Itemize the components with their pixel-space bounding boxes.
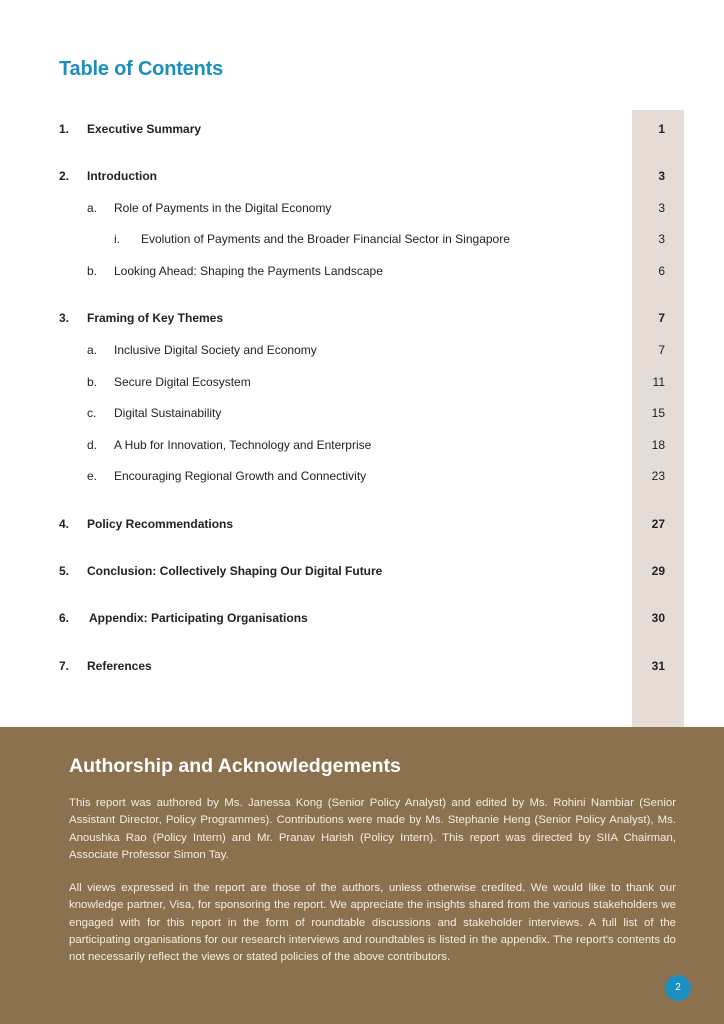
toc-entry-label: Digital Sustainability: [114, 406, 222, 420]
toc-entry-label: Introduction: [87, 169, 157, 183]
toc-entry[interactable]: [0, 198, 724, 218]
toc-entry[interactable]: [0, 403, 724, 423]
toc-entry-number: 7.: [59, 659, 70, 673]
toc-entry[interactable]: [0, 466, 724, 486]
toc-entry-label: Policy Recommendations: [87, 517, 234, 531]
toc-entry-number: b.: [87, 375, 98, 389]
toc-entry-label: Executive Summary: [87, 122, 202, 136]
toc-entry[interactable]: [0, 229, 724, 249]
toc-entry-label: A Hub for Innovation, Technology and Enterprise: [114, 438, 372, 452]
toc-entry-page: 7: [658, 343, 665, 357]
toc-entry-number: 1.: [59, 122, 70, 136]
toc-entry-page: 30: [651, 611, 665, 625]
toc-entry[interactable]: [0, 308, 724, 328]
toc-entry-page: 6: [658, 264, 665, 278]
toc-entry-number: a.: [87, 201, 98, 215]
toc-entry-number: c.: [87, 406, 97, 420]
toc-entry-label: Inclusive Digital Society and Economy: [114, 343, 317, 357]
toc-entry-page: 3: [658, 169, 665, 183]
toc-entry[interactable]: [0, 514, 724, 534]
toc-entry-number: e.: [87, 469, 98, 483]
toc-entry-label: Looking Ahead: Shaping the Payments Landscape: [114, 264, 383, 278]
toc-entry[interactable]: [0, 561, 724, 581]
toc-entry[interactable]: [0, 656, 724, 676]
toc-entry-page: 15: [651, 406, 665, 420]
toc-entry-page: 27: [651, 517, 665, 531]
toc-entry-label: Encouraging Regional Growth and Connectivity: [114, 469, 367, 483]
toc-entry-label: References: [87, 659, 152, 673]
toc-entry-number: i.: [114, 232, 120, 246]
toc-entry-page: 31: [651, 659, 665, 673]
toc-entry-number: b.: [87, 264, 98, 278]
toc-entry-number: d.: [87, 438, 98, 452]
toc-entry-number: a.: [87, 343, 98, 357]
toc-entry[interactable]: [0, 166, 724, 186]
toc-entry-page: 23: [651, 469, 665, 483]
toc-entry[interactable]: [0, 435, 724, 455]
toc-entry-number: 4.: [59, 517, 70, 531]
toc-entry-number: 2.: [59, 169, 70, 183]
toc-entry[interactable]: [0, 608, 724, 628]
toc-entry-number: 3.: [59, 311, 70, 325]
toc-entry[interactable]: [0, 261, 724, 281]
toc-entry-label: Conclusion: Collectively Shaping Our Digital Future: [87, 564, 383, 578]
toc-entry-page: 3: [658, 201, 665, 215]
acknowledgements-heading: Authorship and Acknowledgements: [69, 755, 401, 777]
toc-entry-label: Framing of Key Themes: [87, 311, 224, 325]
toc-entry-label: Secure Digital Ecosystem: [114, 375, 251, 389]
toc-entry-label: Role of Payments in the Digital Economy: [114, 201, 332, 215]
acknowledgements-paragraph: All views expressed in the report are those of the authors, unless otherwise credited. We would like to thank our knowledge partner, Visa, for sponsoring the report. We appreciate the insights shared from the various stakeholders we engaged with for this report in the form of roundtable discussions and stakeholder interviews. A full list of the participating organisations for our research interviews and roundtables is listed in the appendix. The report's contents do not necessarily reflect the views or stated policies of the above contributors.: [69, 882, 676, 964]
page-number-badge: 2: [665, 975, 691, 1001]
toc-entry-page: 11: [652, 375, 665, 389]
toc-entry[interactable]: [0, 119, 724, 139]
toc-entry-number: 6.: [59, 611, 70, 625]
acknowledgements-paragraph: This report was authored by Ms. Janessa Kong (Senior Policy Analyst) and edited by Ms. Rohini Nambiar (Senior Assistant Director, Policy Programmes). Contributions were made by Ms. Stephanie Heng (Senior Policy Analyst), Ms. Anoushka Rao (Policy Intern) and Mr. Pranav Harish (Policy Intern). This report was directed by SIIA Chairman, Associate Professor Simon Tay.: [69, 797, 676, 861]
toc-entry-page: 7: [658, 311, 665, 325]
toc-title: Table of Contents: [59, 58, 224, 80]
toc-entry-label: Evolution of Payments and the Broader Financial Sector in Singapore: [141, 232, 510, 246]
toc-entry-page: 29: [651, 564, 665, 578]
toc-entry[interactable]: [0, 372, 724, 392]
toc-entry-page: 18: [651, 438, 665, 452]
toc-entry-page: 1: [658, 122, 665, 136]
toc-entry[interactable]: [0, 340, 724, 360]
toc-entry-label: Appendix: Participating Organisations: [89, 611, 308, 625]
acknowledgements-section: [0, 727, 724, 1024]
toc-entry-number: 5.: [59, 564, 70, 578]
toc-entry-page: 3: [658, 232, 665, 246]
